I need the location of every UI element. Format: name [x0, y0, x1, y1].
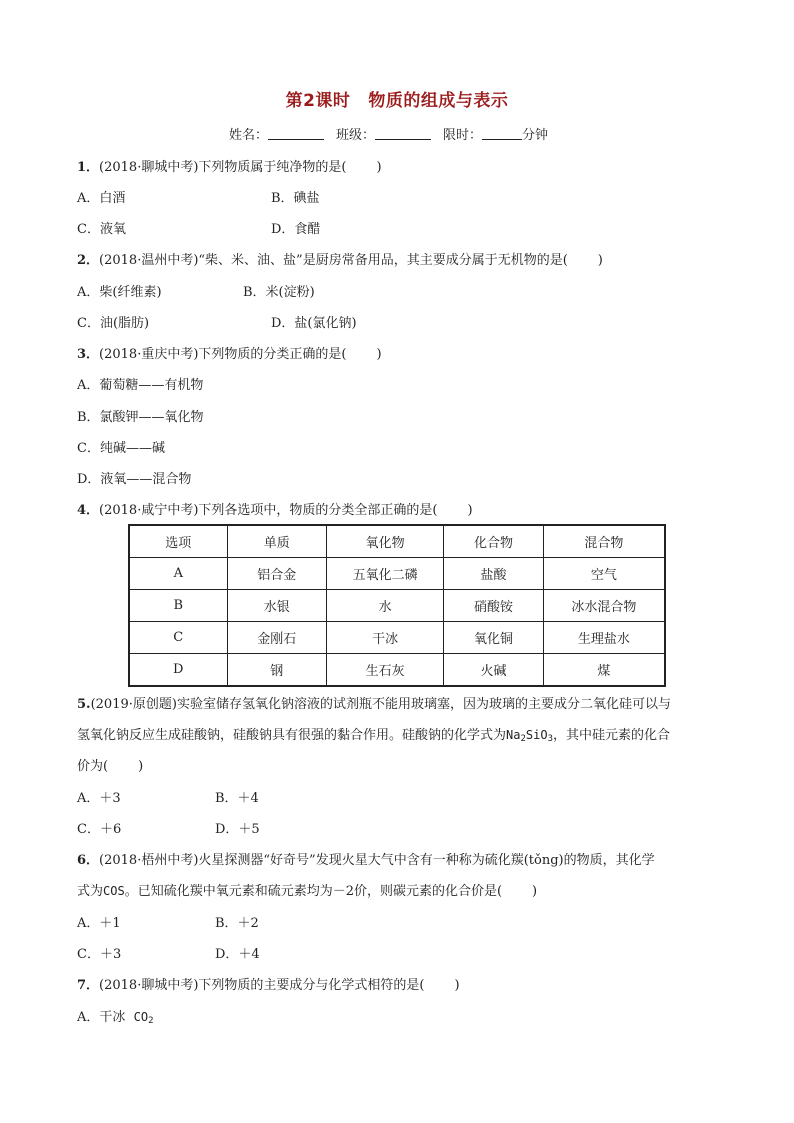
q3-option-a[interactable]: A．葡萄糖——有机物: [77, 378, 204, 393]
table-cell: 生理盐水: [543, 622, 665, 654]
table-header-row: [129, 525, 665, 558]
q6-option-a[interactable]: A．＋1: [77, 916, 121, 931]
question-2: 2．(2018·温州中考)“柴、米、油、盐”是厨房常备用品，其主要成分属于无机物的是( ): [77, 253, 603, 268]
table-cell: 金刚石: [227, 622, 327, 654]
table-cell: 水: [327, 590, 444, 622]
q2-option-b[interactable]: B．米(淀粉): [243, 285, 315, 300]
table-cell: 氧化铜: [444, 622, 544, 654]
table-header-cell: 选项: [129, 525, 227, 558]
q1-option-d[interactable]: D．食醋: [271, 222, 321, 237]
question-text: (2018·梧州中考)火星探测器“好奇号”发现火星大气中含有一种称为硫化羰(tǒng)的物质，其化学: [99, 853, 655, 868]
class-blank[interactable]: [375, 127, 431, 140]
table-cell: 冰水混合物: [543, 590, 665, 622]
classification-table: [128, 524, 666, 687]
table-cell: 硝酸铵: [444, 590, 544, 622]
table-header-cell: 单质: [227, 525, 327, 558]
chemical-formula: $CO_2$: [133, 1010, 154, 1026]
table-row: [129, 622, 665, 654]
question-6: [77, 849, 655, 868]
question-text: (2018·重庆中考)下列物质的分类正确的是(: [99, 347, 347, 362]
q6-option-b[interactable]: B．＋2: [215, 916, 259, 931]
question-5: [77, 693, 671, 712]
q6-option-d[interactable]: D．＋4: [215, 947, 260, 962]
q3-option-b[interactable]: B．氯酸钾——氧化物: [77, 410, 204, 425]
q2-option-a[interactable]: A．柴(纤维素): [77, 285, 162, 300]
minutes-label: 分钟: [522, 128, 549, 143]
lesson-topic: 物质的组成与表示: [368, 91, 509, 111]
question-1: 1．(2018·聊城中考)下列物质属于纯净物的是( ): [77, 160, 382, 175]
table-row: [129, 558, 665, 590]
class-label: 班级：: [336, 128, 376, 143]
table-cell: B: [129, 590, 227, 622]
table-cell: 钢: [227, 654, 327, 687]
table-cell: 生石灰: [327, 654, 444, 687]
page-title: [0, 86, 794, 111]
time-blank[interactable]: [482, 127, 522, 140]
student-info-row: [229, 124, 548, 143]
chemical-formula: COS: [103, 884, 125, 898]
question-number: 7．: [77, 978, 100, 993]
lesson-number: 第2课时: [285, 91, 351, 111]
question-5-line-2: 氢氧化钠反应生成硅酸钠，硅酸钠具有很强的黏合作用。硅酸钠的化学式为$Na_2SiO_3$，其中硅元素的化合: [77, 728, 671, 744]
q5-option-a[interactable]: A．＋3: [77, 791, 121, 806]
question-text: (2018·咸宁中考)下列各选项中，物质的分类全部正确的是(: [99, 503, 438, 518]
chemical-formula: $Na_2SiO_3$: [506, 728, 553, 744]
question-number: 4．: [77, 503, 100, 518]
name-label: 姓名：: [229, 128, 269, 143]
table-header-cell: 混合物: [543, 525, 665, 558]
question-text: (2019·原创题)实验室储存氢氧化钠溶液的试剂瓶不能用玻璃塞，因为玻璃的主要成分二氧化硅可以与: [90, 697, 671, 712]
question-text: (2018·聊城中考)下列物质属于纯净物的是(: [99, 160, 347, 175]
table-header-cell: 氧化物: [327, 525, 444, 558]
table-header-cell: 化合物: [444, 525, 544, 558]
question-number: 6．: [77, 853, 100, 868]
question-number: 2．: [77, 253, 100, 268]
question-number: 5.: [77, 697, 91, 712]
question-5-line-3: 价为( ): [77, 759, 144, 774]
table-cell: 五氧化二磷: [327, 558, 444, 590]
question-7: 7．(2018·聊城中考)下列物质的主要成分与化学式相符的是( ): [77, 978, 460, 993]
question-3: 3．(2018·重庆中考)下列物质的分类正确的是( ): [77, 347, 382, 362]
q7-option-a[interactable]: A．干冰 $CO_2$: [77, 1010, 154, 1026]
time-label: 限时：: [443, 128, 483, 143]
q2-option-d[interactable]: D．盐(氯化钠): [271, 316, 357, 331]
table-cell: A: [129, 558, 227, 590]
question-4: 4．(2018·咸宁中考)下列各选项中，物质的分类全部正确的是( ): [77, 503, 473, 518]
table-cell: C: [129, 622, 227, 654]
question-text: (2018·温州中考)“柴、米、油、盐”是厨房常备用品，其主要成分属于无机物的是(: [99, 253, 568, 268]
table-cell: 干冰: [327, 622, 444, 654]
q5-option-b[interactable]: B．＋4: [215, 791, 259, 806]
table-row: [129, 590, 665, 622]
q1-option-a[interactable]: A．白酒: [77, 191, 126, 206]
table-cell: 煤: [543, 654, 665, 687]
question-number: 3．: [77, 347, 100, 362]
q6-option-c[interactable]: C．＋3: [77, 947, 122, 962]
table-cell: 盐酸: [444, 558, 544, 590]
question-number: 1．: [77, 160, 100, 175]
q5-option-d[interactable]: D．＋5: [215, 822, 260, 837]
name-blank[interactable]: [268, 127, 324, 140]
question-6-line-2: 式为COS。已知硫化羰中氧元素和硫元素均为－2价，则碳元素的化合价是( ): [77, 884, 538, 899]
table-cell: 火碱: [444, 654, 544, 687]
q5-option-c[interactable]: C．＋6: [77, 822, 122, 837]
q2-option-c[interactable]: C．油(脂肪): [77, 316, 150, 331]
q1-option-c[interactable]: C．液氧: [77, 222, 126, 237]
q3-option-c[interactable]: C．纯碱——碱: [77, 441, 165, 456]
table-cell: 空气: [543, 558, 665, 590]
question-text: (2018·聊城中考)下列物质的主要成分与化学式相符的是(: [99, 978, 425, 993]
table-cell: 水银: [227, 590, 327, 622]
q3-option-d[interactable]: D．液氧——混合物: [77, 472, 192, 487]
q1-option-b[interactable]: B．碘盐: [271, 191, 320, 206]
table-row: [129, 654, 665, 687]
table-cell: D: [129, 654, 227, 687]
table-cell: 铝合金: [227, 558, 327, 590]
